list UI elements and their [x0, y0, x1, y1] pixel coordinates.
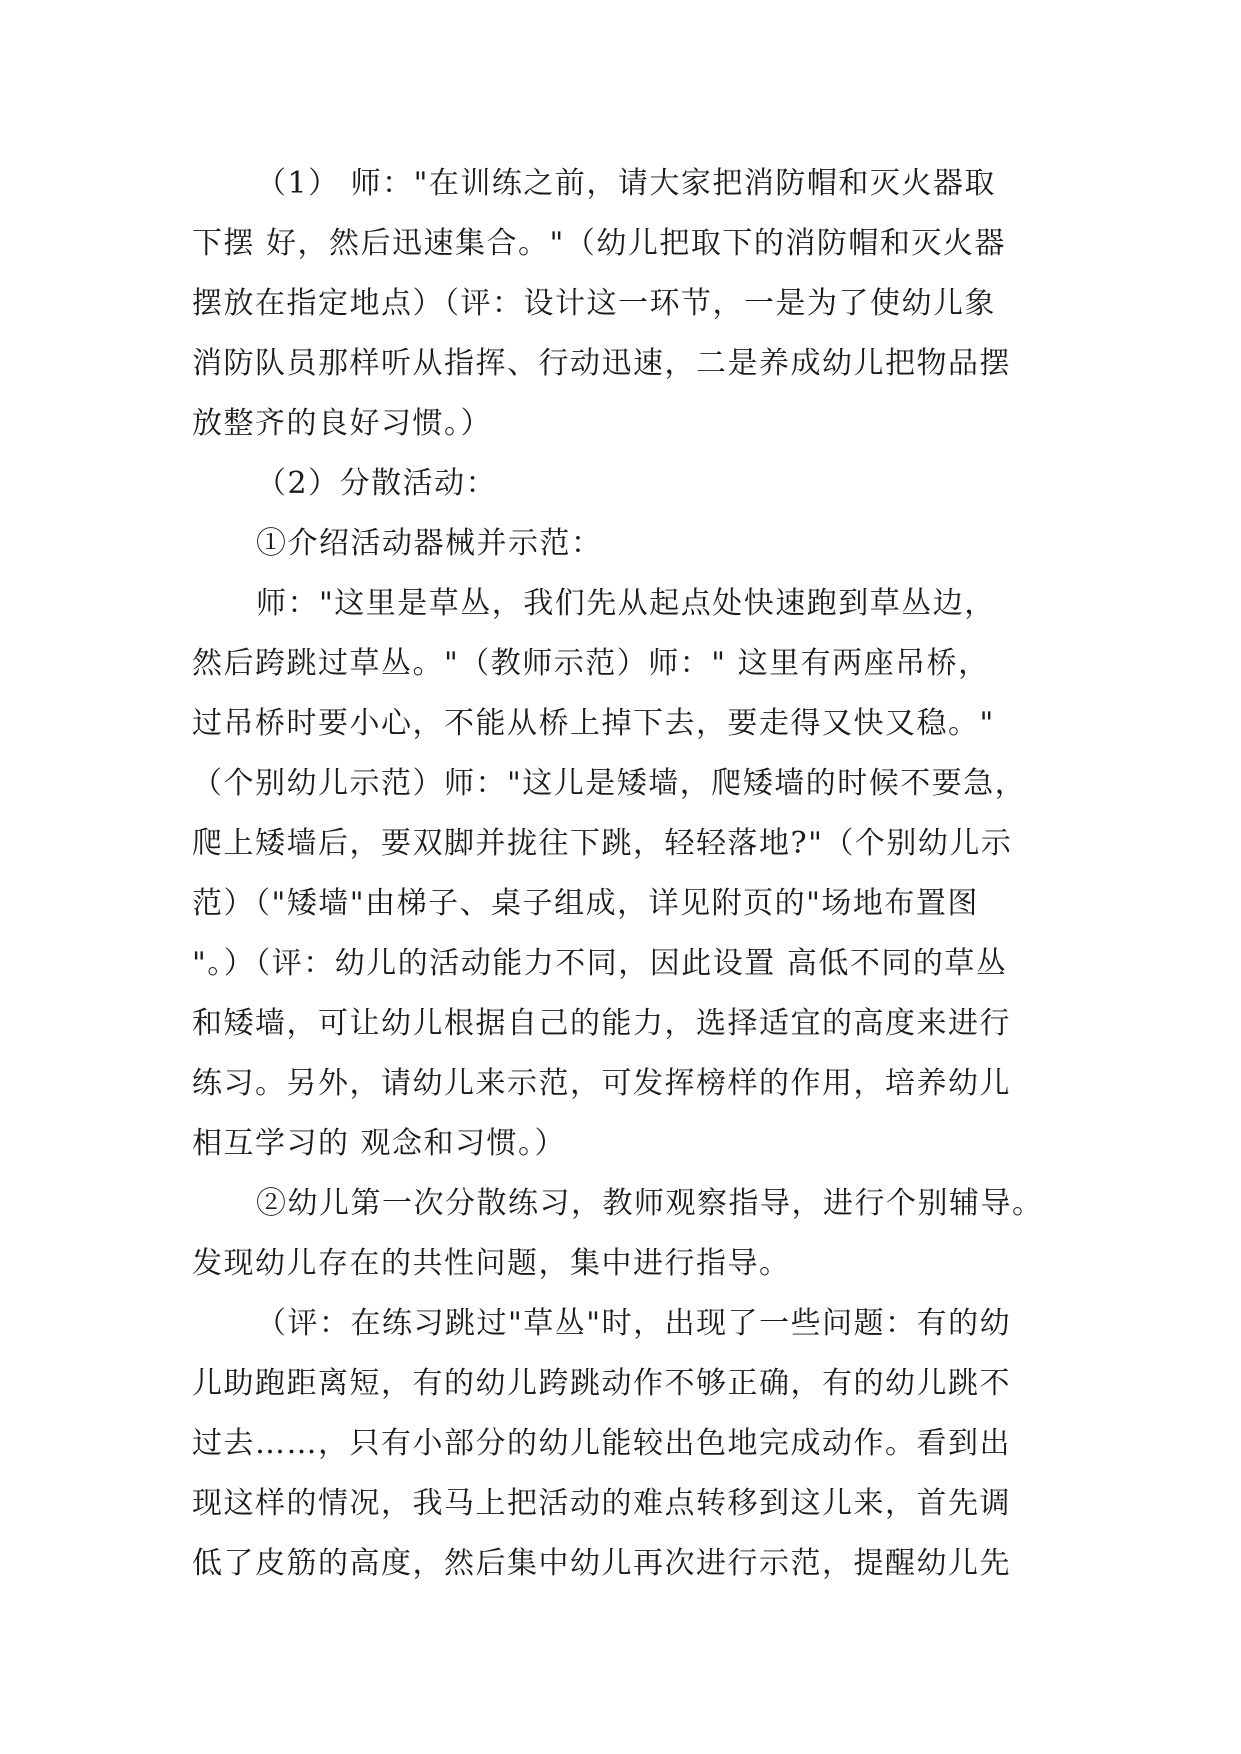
text-line: 和矮墙，可让幼儿根据自己的能力，选择适宜的高度来进行 — [192, 1006, 1011, 1041]
text-line: 爬上矮墙后，要双脚并拢往下跳，轻轻落地?"（个别幼儿示 — [192, 826, 1013, 861]
text-line: （评：在练习跳过"草丛"时，出现了一些问题：有的幼 — [256, 1306, 1012, 1341]
text-line: 消防队员那样听从指挥、行动迅速，二是养成幼儿把物品摆 — [192, 346, 1011, 381]
text-line: 练习。另外，请幼儿来示范，可发挥榜样的作用，培养幼儿 — [192, 1066, 1011, 1101]
text-line: （2）分散活动： — [256, 466, 498, 501]
text-line: ①介绍活动器械并示范： — [256, 526, 603, 561]
text-line: 放整齐的良好习惯。） — [192, 406, 492, 441]
text-line: 低了皮筋的高度，然后集中幼儿再次进行示范，提醒幼儿先 — [192, 1546, 1011, 1581]
text-line: 儿助跑距离短，有的幼儿跨跳动作不够正确，有的幼儿跳不 — [192, 1366, 1011, 1401]
text-line: 然后跨跳过草丛。"（教师示范）师：" 这里有两座吊桥， — [192, 646, 990, 681]
text-line: 相互学习的 观念和习惯。） — [192, 1126, 567, 1161]
text-line: 发现幼儿存在的共性问题，集中进行指导。 — [192, 1246, 791, 1281]
text-line: 范）（"矮墙"由梯子、桌子组成，详见附页的"场地布置图 — [192, 886, 979, 921]
document-body — [192, 154, 1050, 1594]
text-line: 现这样的情况，我马上把活动的难点转移到这儿来，首先调 — [192, 1486, 1011, 1521]
text-line: 下摆 好，然后迅速集合。"（幼儿把取下的消防帽和灭火器 — [192, 226, 1006, 261]
text-line: 过吊桥时要小心，不能从桥上掉下去，要走得又快又稳。" — [192, 706, 995, 741]
text-line: "。）（评：幼儿的活动能力不同，因此设置 高低不同的草丛 — [192, 946, 1008, 981]
text-line: 摆放在指定地点）（评：设计这一环节，一是为了使幼儿象 — [192, 286, 996, 321]
text-line: 师："这里是草丛，我们先从起点处快速跑到草丛边， — [256, 586, 996, 621]
text-line: 过去……，只有小部分的幼儿能较出色地完成动作。看到出 — [192, 1426, 1011, 1461]
text-line: ②幼儿第一次分散练习，教师观察指导，进行个别辅导。 — [256, 1186, 1044, 1221]
text-line: （个别幼儿示范）师："这儿是矮墙，爬矮墙的时候不要急， — [192, 766, 1027, 801]
text-line: （1） 师："在训练之前，请大家把消防帽和灭火器取 — [256, 166, 996, 201]
